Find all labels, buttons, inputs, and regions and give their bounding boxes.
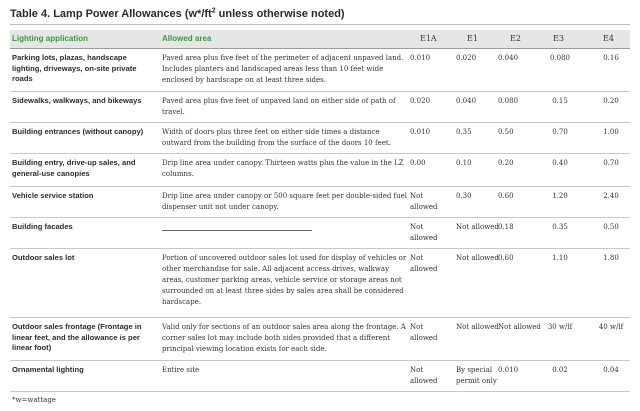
row-e3: 0.080 [549,54,571,62]
row-e1: 0.30 [456,192,472,200]
row-area: Paved area plus five feet of unpaved land on either side of path of travel. [162,97,396,116]
row-e1a: 0.00 [410,159,426,167]
row-application: Outdoor sales lot [12,253,75,262]
title-superscript: 2 [211,7,216,15]
row-e2: 0.60 [498,192,514,200]
row-e3: 30 w/lf [547,323,573,331]
header-e3: E3 [553,34,564,43]
row-e1: Not allowed [456,323,499,331]
row-area: Drip line area under canopy or 500 square feet per double-sided fuel dispenser unit not under canopy. [162,192,408,211]
row-e3: 1.10 [552,254,568,262]
row-e4: 0.70 [603,159,619,167]
row-application: Sidewalks, walkways, and bikeways [12,96,142,105]
row-e1a: Not allowed [410,192,438,211]
row-e1a: 0.020 [410,97,431,105]
row-application: Outdoor sales frontage (Frontage in linear feet, and the allowance is per linear foot) [12,322,142,352]
row-area: Width of doors plus three feet on either side times a distance outward from the building from the surface of the doors 10 feet. [162,128,391,147]
row-e1: Not allowed [456,223,499,231]
table-row [10,249,630,318]
row-e1a: Not allowed [410,223,438,242]
row-e4: 1.80 [603,254,619,262]
row-e4: 1.00 [603,128,619,136]
header-e1a: E1A [420,34,437,43]
row-application: Building entry, drive-up sales, and general-use canopies [12,158,136,178]
title-text: Table 4. Lamp Power Allowances (w*/ft [10,8,212,20]
row-e2: 0.20 [498,159,514,167]
header-application: Lighting application [12,34,88,43]
blank-line [162,223,312,231]
table-row [10,187,630,218]
row-e4: 40 w/lf [598,323,624,331]
row-e1a: Not allowed [410,323,438,342]
title-tail: unless otherwise noted) [215,8,345,20]
header-e4: E4 [603,34,614,43]
footnote: *w=wattage [12,396,56,404]
row-area: Entire site [162,366,200,374]
row-e1a: 0.010 [410,54,431,62]
table-row [10,92,630,123]
row-application: Vehicle service station [12,191,94,200]
row-e3: 0.70 [552,128,568,136]
table-row [10,318,630,361]
header-e1: E1 [467,34,478,43]
row-e2: 0.080 [498,97,519,105]
row-e3: 0.15 [552,97,568,105]
row-application: Building facades [12,222,73,231]
row-application: Building entrances (without canopy) [12,127,144,136]
row-e1: By special permit only [456,366,497,385]
table-row [10,218,630,249]
row-e4: 0.16 [603,54,619,62]
row-e1: 0.10 [456,159,472,167]
row-e2: 0.010 [498,366,519,374]
row-e1: 0.040 [456,97,477,105]
table-title [10,4,630,25]
table-row [10,154,630,187]
row-area [162,222,410,233]
row-e1: 0.35 [456,128,472,136]
row-application: Parking lots, plazas, handscape lighting, driveways, on-site private roads [12,53,137,83]
row-e3: 0.40 [552,159,568,167]
row-e4: 0.50 [603,223,619,231]
row-e3: 1.20 [552,192,568,200]
header-area: Allowed area [162,34,212,43]
header-e2: E2 [510,34,521,43]
row-application: Ornamental lighting [12,365,84,374]
row-e1a: Not allowed [410,254,438,273]
table-row [10,123,630,154]
row-e2: 0.50 [498,128,514,136]
row-e2: Not allowed [498,323,541,331]
table-row [10,361,630,392]
row-e4: 0.20 [603,97,619,105]
row-e1: Not allowed [456,254,499,262]
row-area: Paved area plus five feet of the perimeter of adjacent unpaved land. Includes planters and landscaped areas less than 10 feet wide enclosed by hardscape on at least three sides. [162,54,404,84]
row-area: Portion of uncovered outdoor sales lot used for display of vehicles or other merchandise for sale. All adjacent access drives, walkway areas, customer parking areas, vehicle service or storage areas not surrounded on at least three sides by sales area shall be considered hardscape. [162,254,407,306]
row-e1a: 0.010 [410,128,431,136]
row-e1a: Not allowed [410,366,438,385]
row-e3: 0.02 [552,366,568,374]
row-area: Valid only for sections of an outdoor sales area along the frontage. A corner sales lot may include both sides provided that a different principal viewing location exists for each side. [162,323,406,353]
row-e1: 0.020 [456,54,477,62]
row-area: Drip line area under canopy. Thirteen watts plus the value in the LZ columns. [162,159,404,178]
row-e4: 0.04 [603,366,619,374]
table-row [10,49,630,92]
row-e2: 0.60 [498,254,514,262]
table-header [10,30,630,49]
row-e2: 0.18 [498,223,514,231]
row-e4: 2.40 [603,192,619,200]
row-e3: 0.35 [552,223,568,231]
row-e2: 0.040 [498,54,519,62]
